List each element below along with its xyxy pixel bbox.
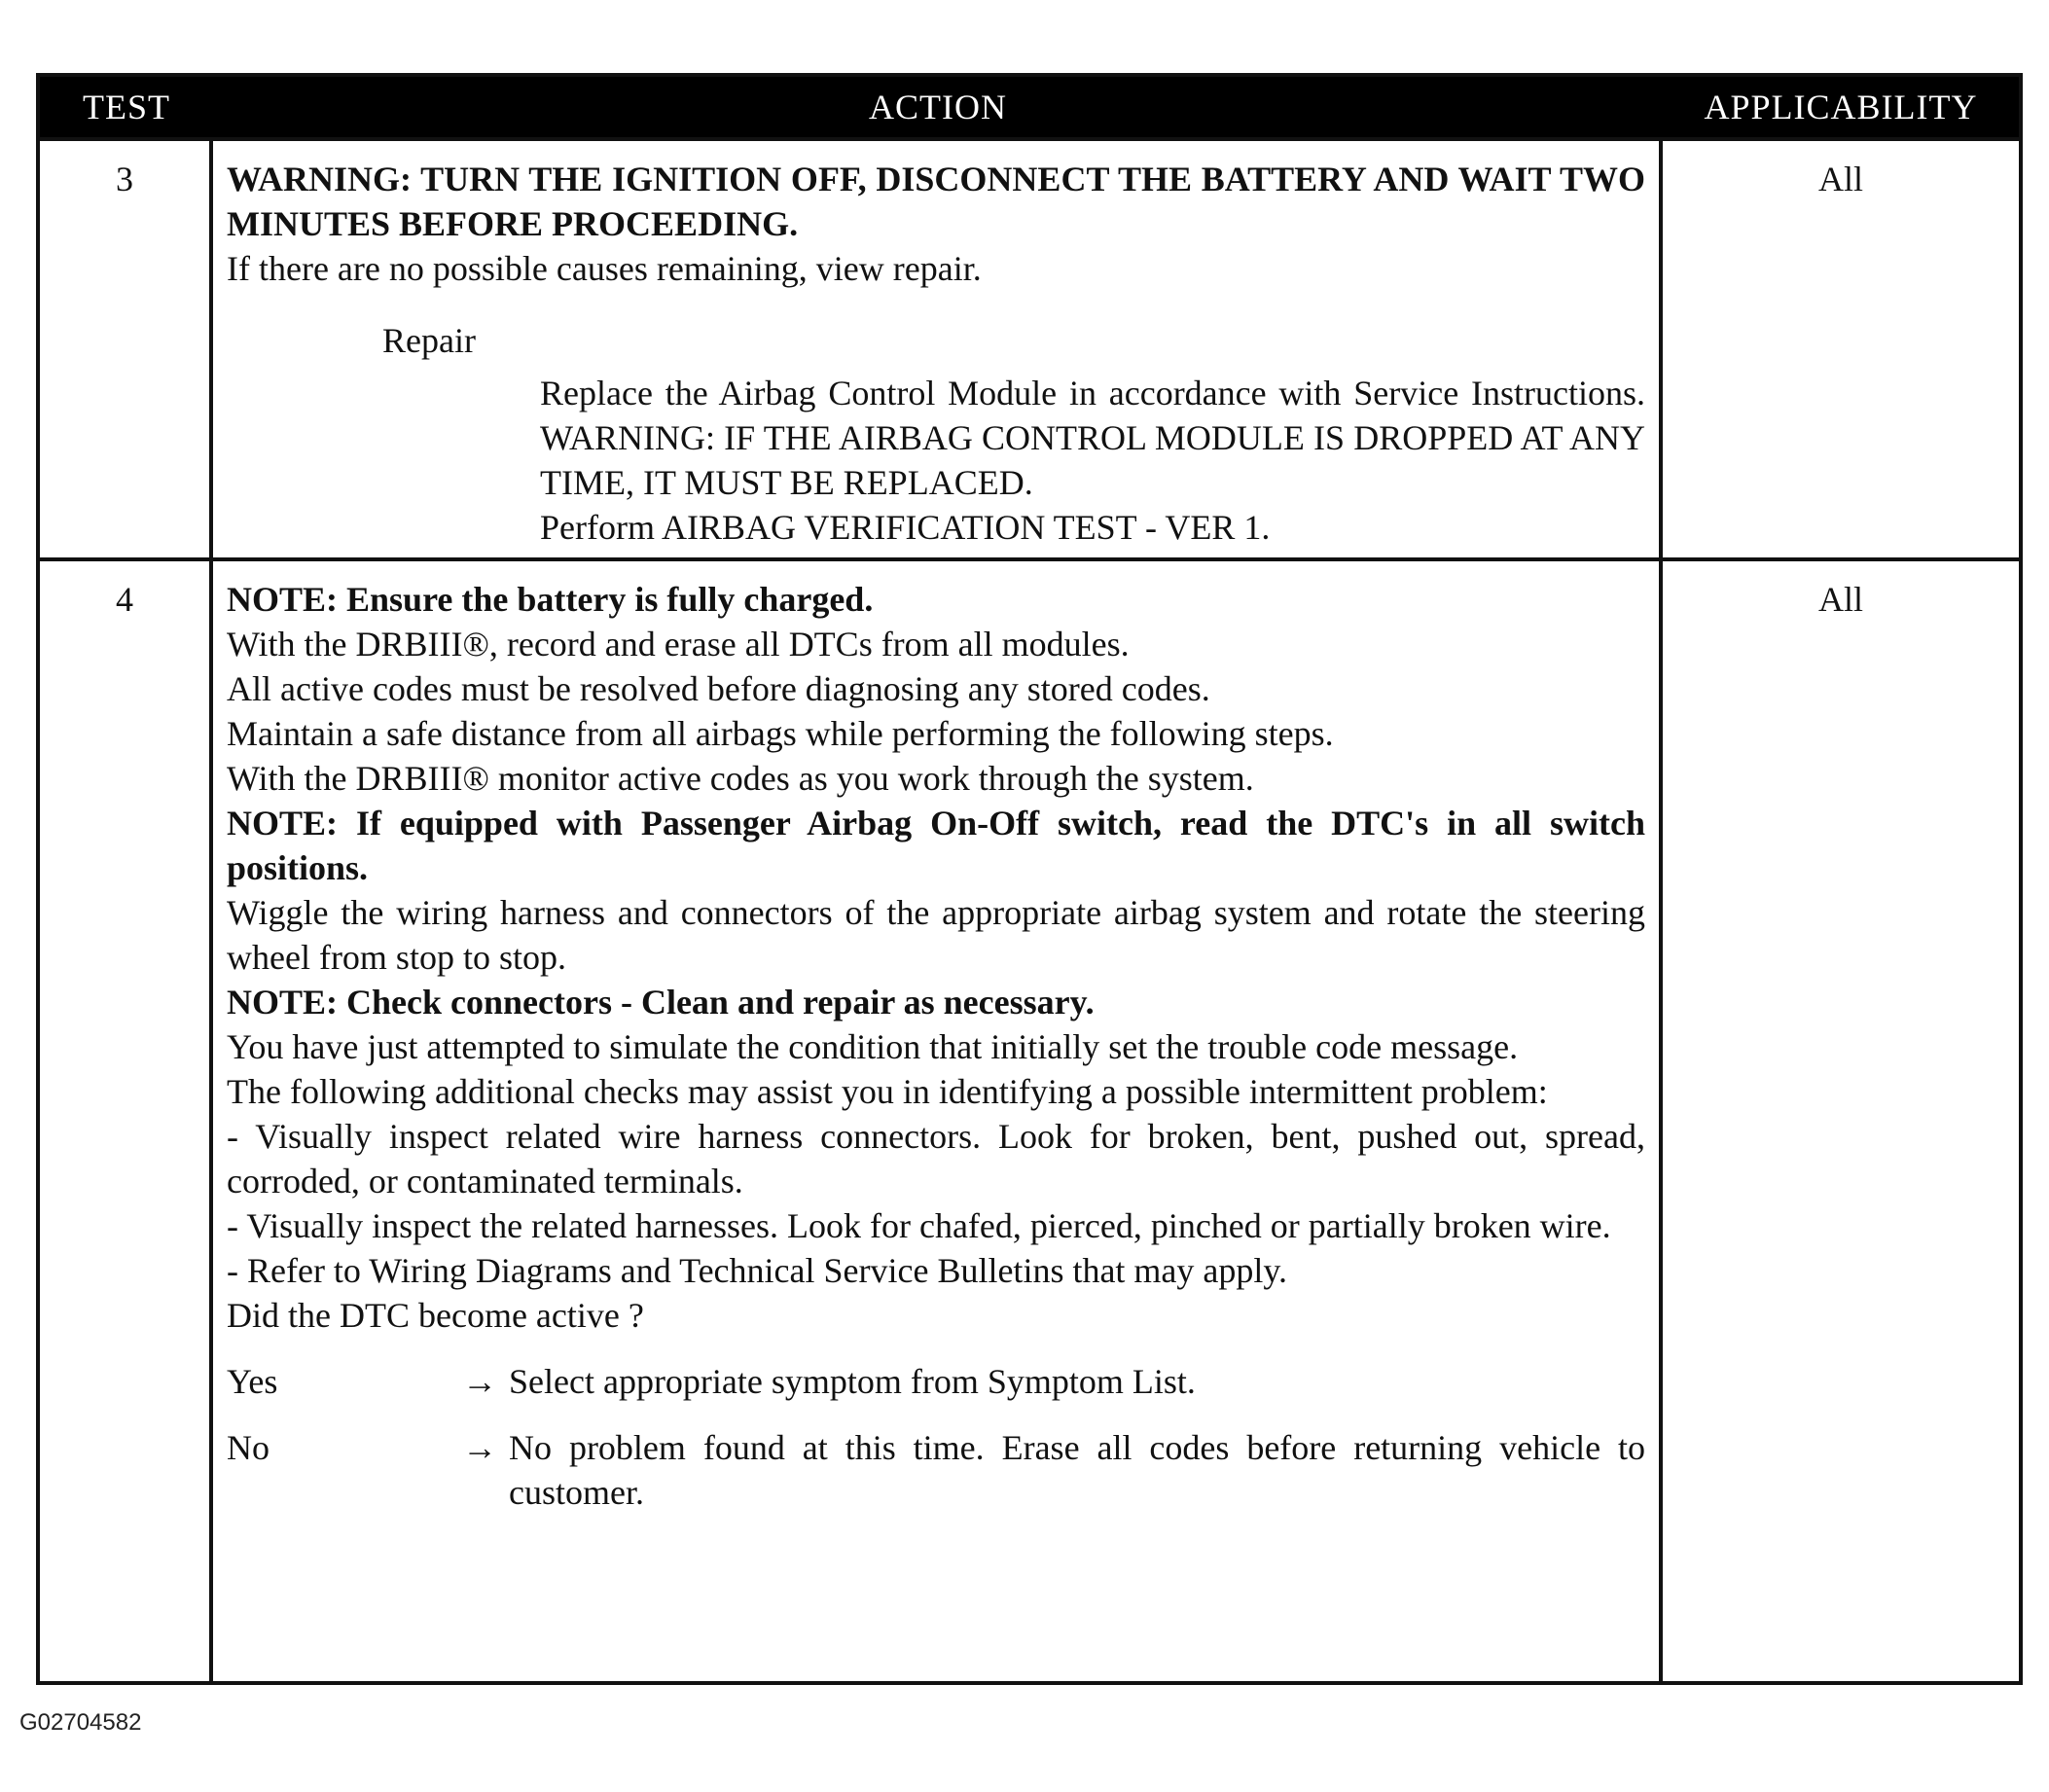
warning-text: WARNING: TURN THE IGNITION OFF, DISCONNECT THE BATTERY AND WAIT TWO MINUTES BEFORE PROCEEDING. (227, 160, 1645, 243)
arrow-icon: → (462, 1428, 497, 1467)
action-line: The following additional checks may assist you in identifying a possible intermittent problem: (227, 1072, 1548, 1111)
note-switch: NOTE: If equipped with Passenger Airbag On-Off switch, read the DTC's in all switch positions. (227, 804, 1645, 887)
repair-text: Replace the Airbag Control Module in accordance with Service Instructions. WARNING: IF THE AIRBAG CONTROL MODULE IS DROPPED AT ANY TIME, IT MUST BE REPLACED. (540, 374, 1645, 502)
yes-text: Select appropriate symptom from Symptom List. (509, 1362, 1196, 1401)
table-row-test-4 (40, 557, 2019, 1681)
applicability-value: All (1817, 160, 1863, 198)
yes-label: Yes (227, 1362, 278, 1401)
header-action: ACTION (869, 88, 1007, 126)
figure-id: G02704582 (19, 1709, 142, 1736)
repair-verify: Perform AIRBAG VERIFICATION TEST - VER 1. (540, 508, 1271, 547)
question: Did the DTC become active ? (227, 1296, 644, 1335)
repair-label: Repair (382, 321, 476, 360)
test-number: 3 (40, 141, 213, 563)
action-line: - Visually inspect related wire harness connectors. Look for broken, bent, pushed out, spread, corroded, or contaminated terminals. (227, 1117, 1645, 1201)
header-test: TEST (83, 88, 170, 126)
action-line: If there are no possible causes remaining, view repair. (227, 249, 982, 288)
table-header (40, 77, 2019, 137)
action-line: With the DRBIII®, record and erase all DTCs from all modules. (227, 625, 1130, 663)
action-line: - Refer to Wiring Diagrams and Technical Service Bulletins that may apply. (227, 1251, 1288, 1290)
action-line: Maintain a safe distance from all airbags while performing the following steps. (227, 714, 1334, 753)
repair-instructions (540, 371, 1645, 550)
action-line: You have just attempted to simulate the condition that initially set the trouble code message. (227, 1027, 1519, 1066)
applicability-value: All (1817, 580, 1863, 619)
table-row-test-3 (40, 137, 2019, 557)
action-line: All active codes must be resolved before diagnosing any stored codes. (227, 669, 1210, 708)
diagnostic-table (36, 73, 2023, 1685)
header-applicability: APPLICABILITY (1704, 88, 1978, 126)
action-cell (213, 141, 1663, 563)
arrow-icon: → (462, 1362, 497, 1401)
no-label: No (227, 1428, 270, 1467)
test-number: 4 (40, 561, 213, 1681)
action-line: - Visually inspect the related harnesses. Look for chafed, pierced, pinched or partially broken wire. (227, 1206, 1611, 1245)
note-battery: NOTE: Ensure the battery is fully charged. (227, 580, 874, 619)
no-branch (227, 1425, 1645, 1515)
note-connectors: NOTE: Check connectors - Clean and repair as necessary. (227, 983, 1095, 1021)
action-line: With the DRBIII® monitor active codes as you work through the system. (227, 759, 1254, 798)
action-cell (213, 561, 1663, 1681)
action-line: Wiggle the wiring harness and connectors of the appropriate airbag system and rotate the steering wheel from stop to stop. (227, 893, 1645, 977)
yes-branch (227, 1359, 1645, 1404)
no-text: No problem found at this time. Erase all codes before returning vehicle to customer. (509, 1428, 1645, 1512)
